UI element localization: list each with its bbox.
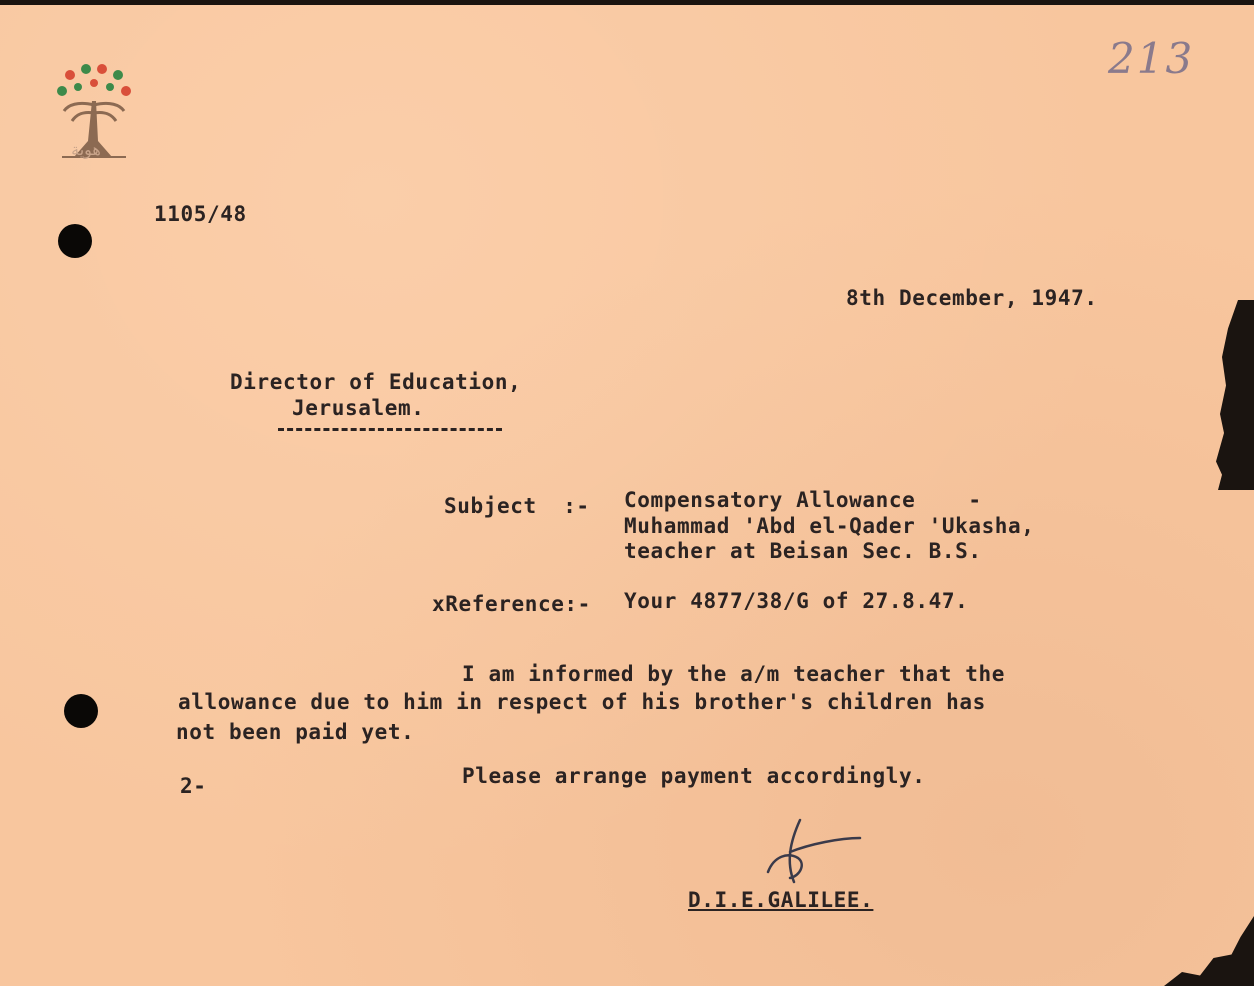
scan-top-edge [0,0,1254,5]
punch-hole-bottom [64,694,98,728]
subject-line-2: Muhammad 'Abd el-Qader 'Ukasha, [624,514,1035,538]
paragraph-2-marker: 2- [180,774,207,798]
subject-label: Subject :- [444,494,590,518]
body-line-2: allowance due to him in respect of his brother's children has [178,690,986,714]
file-number: 1105/48 [154,202,247,226]
subject-line-1: Compensatory Allowance - [624,488,982,512]
addressee-line-2: Jerusalem. [292,396,425,420]
tree-people-logo-icon [48,36,138,196]
reference-value: Your 4877/38/G of 27.8.47. [624,589,969,613]
reference-label: xReference:- [432,592,591,616]
addressee-underline [278,428,502,431]
archive-page-number: 213 [1108,34,1195,83]
body-line-3: not been paid yet. [176,720,415,744]
punch-hole-top [58,224,92,258]
addressee-line-1: Director of Education, [230,370,522,394]
paragraph-2-text: Please arrange payment accordingly. [462,764,926,788]
letter-date: 8th December, 1947. [846,286,1098,310]
torn-right-edge [1214,300,1254,490]
subject-line-3: teacher at Beisan Sec. B.S. [624,539,982,563]
handwritten-signature [760,812,870,892]
signature-block: D.I.E.GALILEE. [688,888,874,912]
logo-wordmark: هوية [71,140,101,159]
torn-bottom-edge [1164,916,1254,986]
body-line-1: I am informed by the a/m teacher that the [462,662,1005,686]
